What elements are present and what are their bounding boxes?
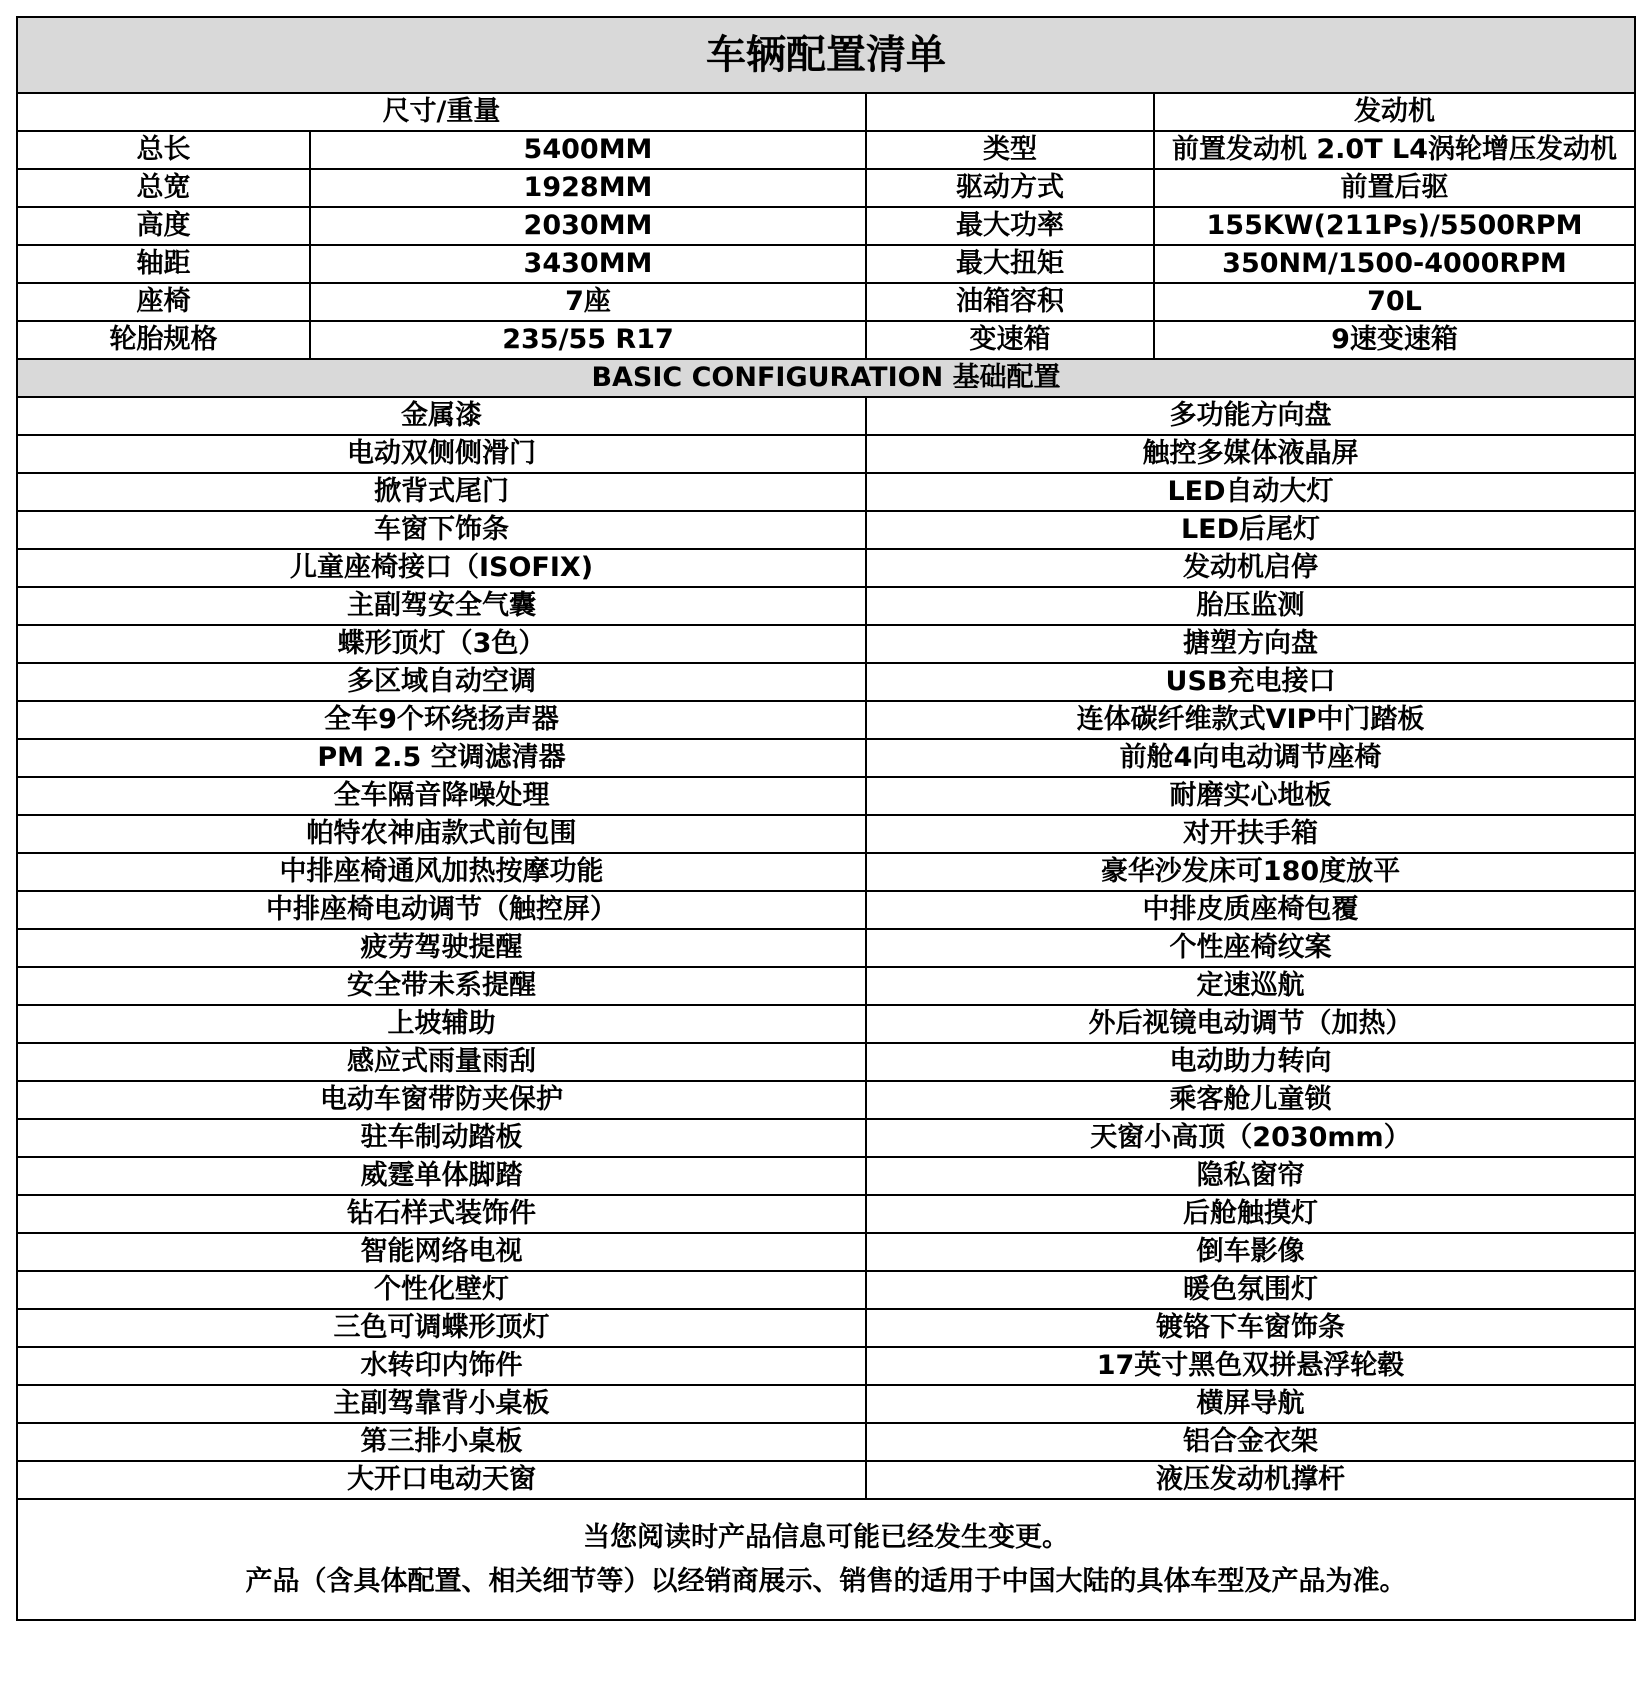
feature-row [17, 815, 1635, 853]
engine-spec-label: 油箱容积 [866, 283, 1154, 321]
feature-right: LED后尾灯 [866, 511, 1635, 549]
feature-row [17, 663, 1635, 701]
feature-right: 液压发动机撑杆 [866, 1461, 1635, 1499]
engine-spec-value: 前置后驱 [1154, 169, 1635, 207]
feature-left: 智能网络电视 [17, 1233, 866, 1271]
feature-left: 电动双侧侧滑门 [17, 435, 866, 473]
feature-left: 车窗下饰条 [17, 511, 866, 549]
feature-row [17, 1119, 1635, 1157]
title-row [17, 17, 1635, 93]
engine-spec-label: 最大功率 [866, 207, 1154, 245]
feature-row [17, 1005, 1635, 1043]
config-sheet [16, 16, 1634, 1621]
engine-spec-value: 350NM/1500-4000RPM [1154, 245, 1635, 283]
engine-spec-label: 类型 [866, 131, 1154, 169]
feature-row [17, 511, 1635, 549]
feature-right: 触控多媒体液晶屏 [866, 435, 1635, 473]
feature-row [17, 739, 1635, 777]
feature-row [17, 1195, 1635, 1233]
feature-right: 豪华沙发床可180度放平 [866, 853, 1635, 891]
engine-spec-value: 前置发动机 2.0T L4涡轮增压发动机 [1154, 131, 1635, 169]
spec-row [17, 169, 1635, 207]
spec-value: 7座 [310, 283, 866, 321]
spec-value: 5400MM [310, 131, 866, 169]
feature-right: 搪塑方向盘 [866, 625, 1635, 663]
basic-config-header: BASIC CONFIGURATION 基础配置 [17, 359, 1635, 397]
config-table [16, 16, 1636, 1621]
feature-right: 连体碳纤维款式VIP中门踏板 [866, 701, 1635, 739]
feature-left: 主副驾靠背小桌板 [17, 1385, 866, 1423]
feature-right: 倒车影像 [866, 1233, 1635, 1271]
feature-row [17, 1461, 1635, 1499]
engine-spec-value: 9速变速箱 [1154, 321, 1635, 359]
feature-left: 主副驾安全气囊 [17, 587, 866, 625]
feature-left: 大开口电动天窗 [17, 1461, 866, 1499]
feature-row [17, 1233, 1635, 1271]
feature-row [17, 701, 1635, 739]
feature-row [17, 1043, 1635, 1081]
empty-header-cell [866, 93, 1154, 131]
feature-row [17, 967, 1635, 1005]
feature-left: 水转印内饰件 [17, 1347, 866, 1385]
spec-row [17, 207, 1635, 245]
feature-left: PM 2.5 空调滤清器 [17, 739, 866, 777]
feature-right: 发动机启停 [866, 549, 1635, 587]
spec-value: 3430MM [310, 245, 866, 283]
feature-right: 暖色氛围灯 [866, 1271, 1635, 1309]
feature-right: 中排皮质座椅包覆 [866, 891, 1635, 929]
feature-left: 上坡辅助 [17, 1005, 866, 1043]
spec-label: 座椅 [17, 283, 310, 321]
engine-spec-value: 155KW(211Ps)/5500RPM [1154, 207, 1635, 245]
feature-left: 儿童座椅接口（ISOFIX) [17, 549, 866, 587]
feature-row [17, 1385, 1635, 1423]
feature-row [17, 473, 1635, 511]
feature-left: 钻石样式装饰件 [17, 1195, 866, 1233]
feature-right: USB充电接口 [866, 663, 1635, 701]
feature-row [17, 1347, 1635, 1385]
feature-row [17, 397, 1635, 435]
feature-right: 横屏导航 [866, 1385, 1635, 1423]
engine-header: 发动机 [1154, 93, 1635, 131]
feature-right: LED自动大灯 [866, 473, 1635, 511]
feature-left: 金属漆 [17, 397, 866, 435]
feature-right: 个性座椅纹案 [866, 929, 1635, 967]
footer-note [17, 1499, 1635, 1620]
feature-right: 后舱触摸灯 [866, 1195, 1635, 1233]
spec-value: 1928MM [310, 169, 866, 207]
feature-right: 电动助力转向 [866, 1043, 1635, 1081]
feature-row [17, 853, 1635, 891]
feature-right: 胎压监测 [866, 587, 1635, 625]
basic-config-band [17, 359, 1635, 397]
feature-left: 感应式雨量雨刮 [17, 1043, 866, 1081]
feature-left: 疲劳驾驶提醒 [17, 929, 866, 967]
feature-right: 前舱4向电动调节座椅 [866, 739, 1635, 777]
spec-row [17, 245, 1635, 283]
feature-left: 掀背式尾门 [17, 473, 866, 511]
feature-row [17, 435, 1635, 473]
footer-line-1: 当您阅读时产品信息可能已经发生变更。 [583, 1521, 1069, 1553]
spec-row [17, 321, 1635, 359]
feature-right: 外后视镜电动调节（加热） [866, 1005, 1635, 1043]
feature-row [17, 777, 1635, 815]
feature-row [17, 929, 1635, 967]
feature-left: 中排座椅电动调节（触控屏） [17, 891, 866, 929]
feature-left: 安全带未系提醒 [17, 967, 866, 1005]
spec-value: 235/55 R17 [310, 321, 866, 359]
feature-left: 威霆单体脚踏 [17, 1157, 866, 1195]
feature-row [17, 1157, 1635, 1195]
feature-left: 驻车制动踏板 [17, 1119, 866, 1157]
feature-row [17, 1423, 1635, 1461]
feature-right: 隐私窗帘 [866, 1157, 1635, 1195]
feature-left: 多区域自动空调 [17, 663, 866, 701]
feature-right: 乘客舱儿童锁 [866, 1081, 1635, 1119]
spec-label: 高度 [17, 207, 310, 245]
feature-row [17, 1271, 1635, 1309]
spec-label: 轴距 [17, 245, 310, 283]
feature-right: 定速巡航 [866, 967, 1635, 1005]
feature-left: 个性化壁灯 [17, 1271, 866, 1309]
engine-spec-label: 最大扭矩 [866, 245, 1154, 283]
feature-row [17, 625, 1635, 663]
page-title: 车辆配置清单 [17, 17, 1635, 93]
feature-left: 三色可调蝶形顶灯 [17, 1309, 866, 1347]
feature-right: 多功能方向盘 [866, 397, 1635, 435]
dimensions-header: 尺寸/重量 [17, 93, 866, 131]
feature-left: 第三排小桌板 [17, 1423, 866, 1461]
spec-row [17, 131, 1635, 169]
spec-header-row [17, 93, 1635, 131]
spec-label: 总宽 [17, 169, 310, 207]
feature-right: 17英寸黑色双拼悬浮轮毂 [866, 1347, 1635, 1385]
feature-right: 镀铬下车窗饰条 [866, 1309, 1635, 1347]
spec-value: 2030MM [310, 207, 866, 245]
feature-row [17, 1081, 1635, 1119]
feature-row [17, 1309, 1635, 1347]
feature-left: 中排座椅通风加热按摩功能 [17, 853, 866, 891]
engine-spec-label: 驱动方式 [866, 169, 1154, 207]
feature-row [17, 891, 1635, 929]
feature-left: 帕特农神庙款式前包围 [17, 815, 866, 853]
spec-row [17, 283, 1635, 321]
feature-left: 蝶形顶灯（3色） [17, 625, 866, 663]
engine-spec-value: 70L [1154, 283, 1635, 321]
feature-row [17, 549, 1635, 587]
footer-line-2: 产品（含具体配置、相关细节等）以经销商展示、销售的适用于中国大陆的具体车型及产品为准。 [245, 1565, 1407, 1597]
feature-left: 电动车窗带防夹保护 [17, 1081, 866, 1119]
feature-right: 天窗小高顶（2030mm） [866, 1119, 1635, 1157]
footer-row [17, 1499, 1635, 1620]
feature-left: 全车隔音降噪处理 [17, 777, 866, 815]
feature-row [17, 587, 1635, 625]
engine-spec-label: 变速箱 [866, 321, 1154, 359]
feature-right: 对开扶手箱 [866, 815, 1635, 853]
feature-right: 耐磨实心地板 [866, 777, 1635, 815]
feature-left: 全车9个环绕扬声器 [17, 701, 866, 739]
feature-right: 铝合金衣架 [866, 1423, 1635, 1461]
spec-label: 总长 [17, 131, 310, 169]
spec-label: 轮胎规格 [17, 321, 310, 359]
